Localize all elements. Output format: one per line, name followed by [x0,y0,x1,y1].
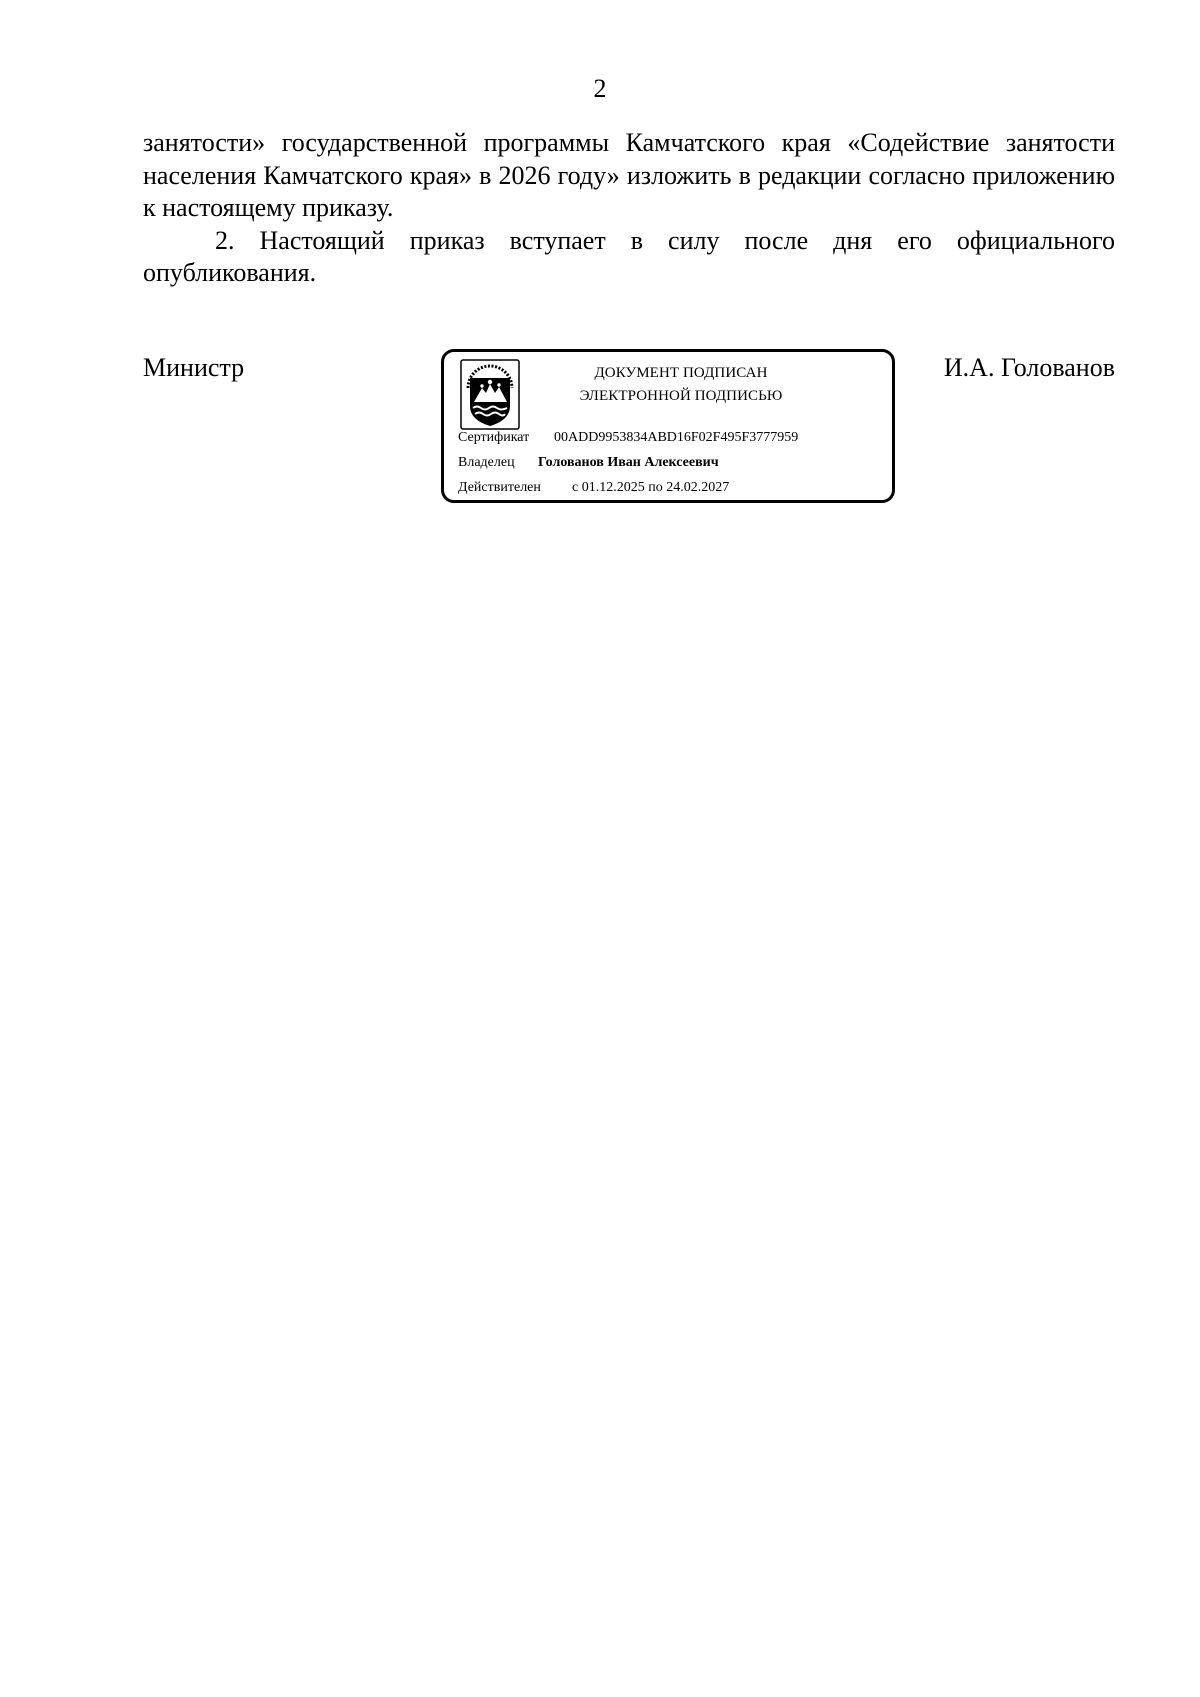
owner-value: Голованов Иван Алексеевич [538,455,719,470]
owner-label: Владелец [458,455,515,470]
stamp-owner-row [458,454,719,472]
stamp-validity-row [458,479,730,497]
page-number: 2 [593,74,607,103]
electronic-signature-stamp [441,349,895,503]
stamp-certificate-row [458,429,799,447]
certificate-value: 00ADD9953834ABD16F02F495F3777959 [554,430,799,445]
signer-title: Министр [143,353,245,382]
stamp-heading-line: ЭЛЕКТРОННОЙ ПОДПИСЬЮ [579,388,783,404]
certificate-label: Сертификат [458,430,530,445]
validity-label: Действителен [458,480,541,495]
document-body [143,127,1115,290]
kamchatka-coat-of-arms-icon [459,358,521,431]
body-paragraph: занятости» государственной программы Камчатского края «Содействие занятости населения Камчатского края» в 2026 году» изложить в редакции согласно приложению к настоящему приказу. [143,128,1115,222]
validity-value: с 01.12.2025 по 24.02.2027 [572,480,730,495]
signer-name: И.А. Голованов [943,353,1115,382]
stamp-heading-line: ДОКУМЕНТ ПОДПИСАН [594,365,768,381]
body-paragraph: 2. Настоящий приказ вступает в силу после дня его официального опубликования. [143,225,1115,287]
stamp-heading [526,362,836,408]
